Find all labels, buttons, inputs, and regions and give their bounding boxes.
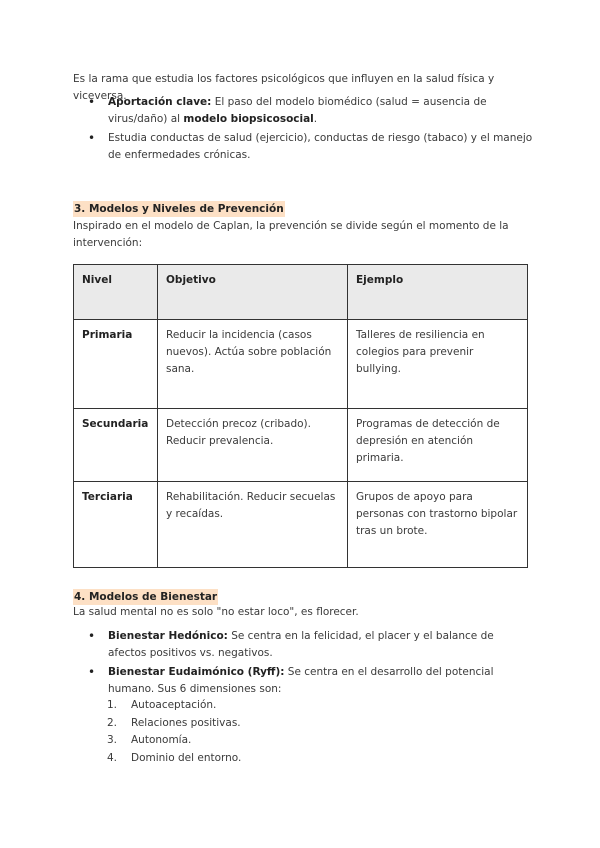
table-cell: Detección precoz (cribado). Reducir prevalencia. <box>158 409 348 482</box>
list-item: 4. Dominio del entorno. <box>107 751 242 764</box>
table-cell: Terciaria <box>74 482 158 568</box>
prevention-intro: Inspirado en el modelo de Caplan, la prevención se divide según el momento de la intervención: <box>73 220 509 249</box>
table-cell: Programas de detección de depresión en atención primaria. <box>348 409 528 482</box>
list-item: • Bienestar Hedónico: Se centra en la felicidad, el placer y el balance de afectos positivos vs. negativos. <box>88 628 533 662</box>
table-header-cell: Nivel <box>74 265 158 320</box>
section-heading-prevention: 3. Modelos y Niveles de Prevención <box>74 203 284 215</box>
wellbeing-intro: La salud mental no es solo "no estar loco", es florecer. <box>73 606 359 618</box>
table-cell: Talleres de resiliencia en colegios para prevenir bullying. <box>348 320 528 409</box>
list-item: • Bienestar Eudaimónico (Ryff): Se centra en el desarrollo del potencial humano. Sus 6 dimensiones son: <box>88 664 533 698</box>
table-row <box>74 409 528 482</box>
list-item: • Aportación clave: El paso del modelo biomédico (salud = ausencia de virus/daño) al modelo biopsicosocial. <box>88 94 533 128</box>
table-header-cell: Objetivo <box>158 265 348 320</box>
list-item: 1. Autoaceptación. <box>107 699 217 711</box>
table-cell: Secundaria <box>74 409 158 482</box>
list-item: 3. Autonomía. <box>107 734 192 746</box>
table-cell: Primaria <box>74 320 158 409</box>
table-row <box>74 320 528 409</box>
wellbeing-bullet-list <box>88 628 533 698</box>
prevention-table <box>73 264 528 568</box>
table-header-row <box>74 265 528 320</box>
dimensions-list <box>107 697 241 767</box>
section-heading-wellbeing: 4. Modelos de Bienestar <box>74 591 218 603</box>
intro-paragraph: Es la rama que estudia los factores psicológicos que influyen en la salud física y viceversa. <box>73 73 495 102</box>
table-cell: Grupos de apoyo para personas con trastorno bipolar tras un brote. <box>348 482 528 568</box>
table-cell: Reducir la incidencia (casos nuevos). Actúa sobre población sana. <box>158 320 348 409</box>
intro-bullet-list <box>88 94 533 164</box>
table-row <box>74 482 528 568</box>
table-cell: Rehabilitación. Reducir secuelas y recaídas. <box>158 482 348 568</box>
list-item: 2. Relaciones positivas. <box>107 716 241 729</box>
list-item: • Estudia conductas de salud (ejercicio), conductas de riesgo (tabaco) y el manejo de enfermedades crónicas. <box>88 130 533 164</box>
table-header-cell: Ejemplo <box>348 265 528 320</box>
